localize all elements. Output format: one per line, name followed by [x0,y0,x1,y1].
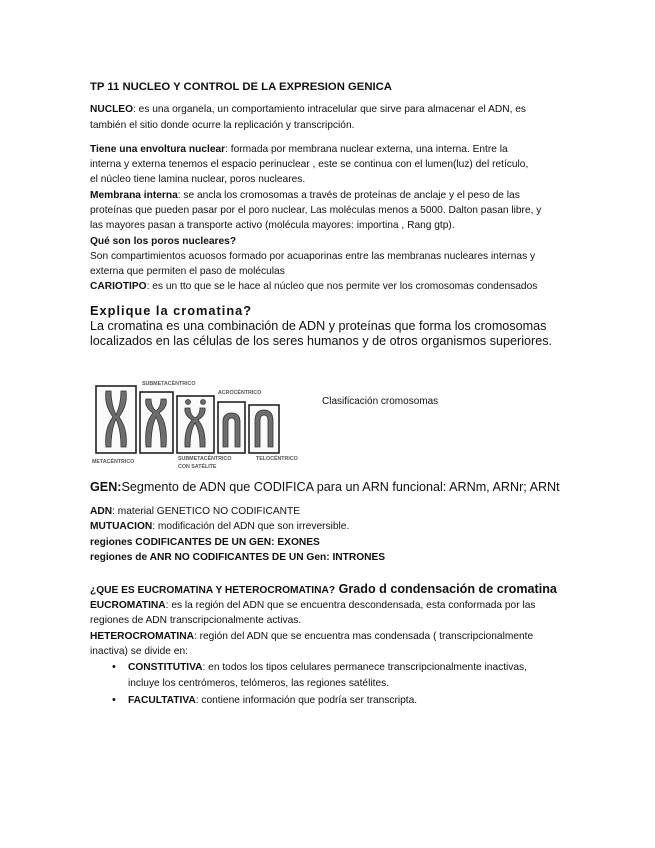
figure-caption: Clasificación cromosomas [322,396,439,407]
label-telocentrico: TELOCÉNTRICO [256,456,298,462]
membrana-line3: las mayores pasan a transporte activo (molécula mayores: importina , Rang gtp). [90,220,455,231]
bullet-icon: • [112,661,116,673]
envoltura-line2: interna y externa tenemos el espacio perinuclear , este se continua con el lumen(luz) del retículo, [90,159,529,170]
envoltura-line1: Tiene una envoltura nuclear: formada por membrana nuclear externa, una interna. Entre la [90,144,508,155]
label-metacentrico: METACÉNTRICO [92,459,135,465]
cromatina-line2: localizados en las células de los seres humanos y de otros organismos superiores. [90,334,553,348]
heterocromatina-types-list [90,660,570,709]
heterocromatina-line1: HETEROCROMATINA: región del ADN que se encuentra mas condensada ( transcripcionalmente [90,631,534,642]
frame-submetacentric [140,392,173,453]
list-item: • FACULTATIVA: contiene información que podría ser transcripta. [90,693,570,709]
cariotipo-line: CARIOTIPO: es un tto que se le hace al núcleo que nos permite ver los cromosomas condensados [90,281,538,292]
envoltura-line3: el núcleo tiene lamina nuclear, poros nucleares. [90,174,306,185]
bullet-icon: • [112,694,116,706]
label-submetacentrico-satelite-1: SUBMETACÉNTRICO [178,456,232,462]
frame-acrocentric [218,402,245,453]
cromatina-line1: La cromatina es una combinación de ADN y proteínas que forma los cromosomas [90,319,547,333]
poros-line1: Son compartimientos acuosos formado por acuaporinas entre las membranas nucleares internas y [90,251,536,262]
heterocromatina-line2: inactiva) se divide en: [90,646,188,657]
poros-question: Qué son los poros nucleares? [90,236,237,247]
label-submetacentrico: SUBMETACÉNTRICO [142,381,196,387]
eucromatina-line2: regiones de ADN transcripcionalmente activas. [90,615,302,626]
chromosome-classification-figure [92,377,312,472]
nucleo-line1: NUCLEO: es una organela, un comportamiento intracelular que sirve para almacenar el ADN, es [90,104,527,115]
label-submetacentrico-satelite-2: CON SATÉLITE [178,464,217,470]
adn-line: ADN: material GENETICO NO CODIFICANTE [90,506,300,517]
gen-line: GEN:Segmento de ADN que CODIFICA para un ARN funcional: ARNm, ARNr; ARNt [90,480,560,494]
mutuacion-line: MUTUACION: modificación del ADN que son irreversible. [90,521,350,532]
poros-line2: externa que permiten el paso de moléculas [90,266,285,277]
membrana-line2: proteínas que pueden pasar por el poro nuclear, Las moléculas menos a 5000. Dalton pasan libre, y [90,205,542,216]
page-title: TP 11 NUCLEO Y CONTROL DE LA EXPRESION GENICA [90,81,392,93]
nucleo-line2: también el sitio donde ocurre la replicación y transcripción. [90,120,355,131]
eucromatina-question: ¿QUE ES EUCROMATINA Y HETEROCROMATINA? Grado d condensación de cromatina [90,582,557,596]
cromatina-heading: Explique la cromatina? [90,303,253,318]
list-item: • CONSTITUTIVA: en todos los tipos celulares permanece transcripcionalmente inactivas, incluye los centrómeros, telómeros, las regiones satélites. [112,661,527,689]
regiones-no-codificantes: regiones de ANR NO CODIFICANTES DE UN Gen: INTRONES [90,552,386,563]
label-acrocentrico: ACROCÉNTRICO [218,390,262,396]
regiones-codificantes: regiones CODIFICANTES DE UN GEN: EXONES [90,537,320,548]
eucromatina-line1: EUCROMATINA: es la región del ADN que se encuentra descondensada, esta conformada por las [90,600,536,611]
membrana-line1: Membrana interna: se ancla los cromosomas a través de proteínas de anclaje y el peso de las [90,190,520,201]
